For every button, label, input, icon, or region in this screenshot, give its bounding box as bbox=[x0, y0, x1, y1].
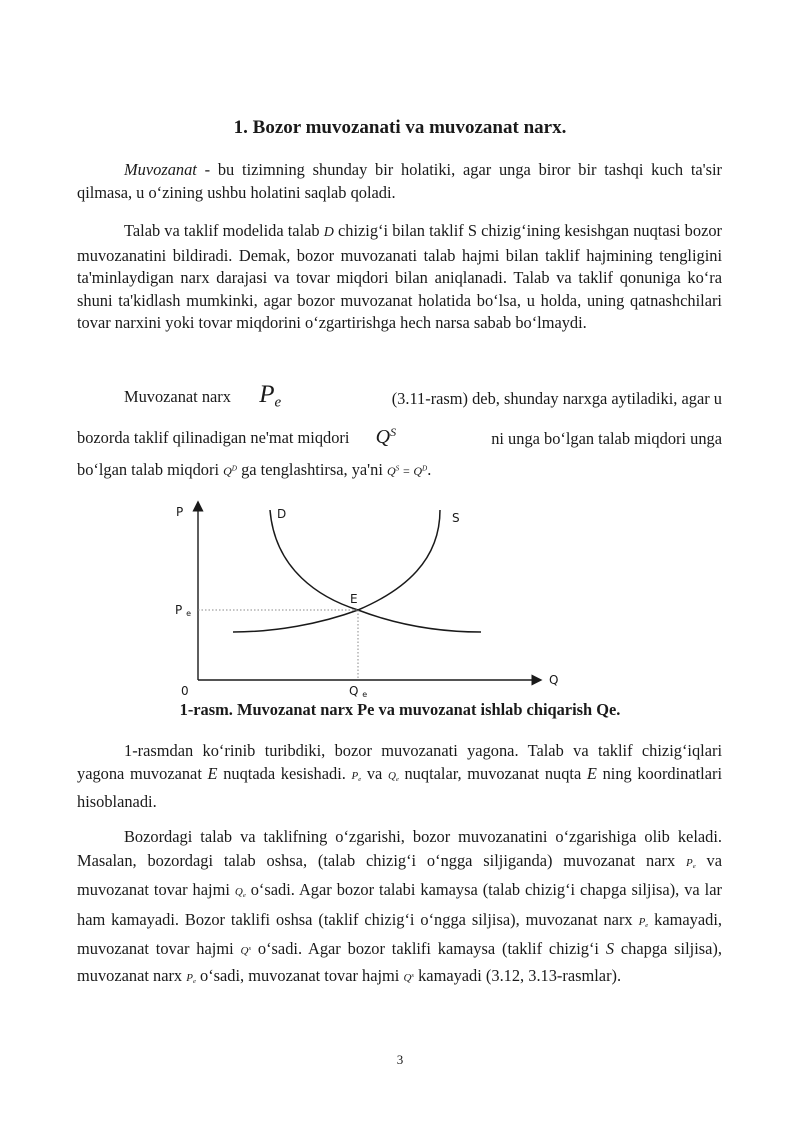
math-base: P bbox=[259, 381, 275, 408]
text-span: bozorda taklif qilinadigan ne'mat miqdori bbox=[77, 428, 350, 448]
figure-caption: 1-rasm. Muvozanat narx Pe va muvozanat ishlab chiqarish Qe. bbox=[179, 700, 621, 719]
origin-label: 0 bbox=[181, 684, 189, 698]
definition-text: - bu tizimning shunday bir holatiki, agar unga biror bir tashqi kuch ta'sir qilmasa, u o‘zining ushbu holatini saqlab qoladi. bbox=[77, 160, 722, 202]
text-span: ni unga bo‘lgan talab miqdori unga bbox=[491, 429, 722, 448]
math-subscript: e bbox=[242, 892, 246, 900]
math-base: P bbox=[186, 971, 193, 984]
section-title: 1. Bozor muvozanati va muvozanat narx. bbox=[233, 117, 567, 138]
math-base: Q bbox=[375, 426, 391, 449]
term-muvozanat: Muvozanat bbox=[124, 160, 197, 179]
text-span: bo‘lgan talab miqdori bbox=[77, 460, 224, 479]
math-base: P bbox=[351, 769, 359, 782]
x-axis-label: Q bbox=[549, 673, 559, 687]
math-subscript: e bbox=[395, 775, 399, 783]
qe-axis-label-text: Q bbox=[349, 684, 359, 698]
text-span: nuqtalar, muvozanat nuqta bbox=[398, 763, 587, 783]
text-span: kamayadi, muvozanat tovar hajmi bbox=[77, 909, 722, 959]
math-subscript: e bbox=[358, 775, 362, 783]
text-span: o‘sadi. Agar bozor taklifi kamaysa (taklif chizig‘i bbox=[251, 939, 606, 959]
math-subscript: e bbox=[192, 977, 196, 985]
text-span: o‘sadi. Agar bozor talabi kamaysa (talab chizig‘i chapga siljisa), va lar ham kamayadi. Bozor taklifi oshsa (taklif chizig‘i o‘ngga siljisa), muvozanat narx bbox=[77, 880, 722, 929]
math-base: Q bbox=[413, 464, 423, 478]
text-span: Talab va taklif modelida talab bbox=[124, 221, 324, 240]
math-e: E bbox=[207, 763, 218, 783]
math-qs bbox=[403, 972, 414, 984]
math-superscript: S bbox=[395, 464, 400, 473]
text-span: 1-rasmdan ko‘rinib turibdiki, bozor muvozanati yagona. Talab va taklif chizig‘iqlari yagona muvozanat bbox=[77, 741, 722, 783]
math-pe bbox=[352, 770, 362, 782]
math-base: Q bbox=[240, 945, 249, 958]
paragraph-equilibrium-point bbox=[77, 740, 722, 814]
math-pe bbox=[686, 857, 696, 869]
text-span: ning koordinatlari hisoblanadi. bbox=[77, 763, 723, 812]
math-base: P bbox=[686, 856, 693, 869]
math-subscript: e bbox=[274, 394, 282, 411]
math-qs bbox=[241, 945, 252, 957]
math-base: P bbox=[638, 915, 646, 928]
math-qe bbox=[235, 886, 246, 898]
supply-curve bbox=[233, 510, 440, 632]
math-d: D bbox=[323, 225, 334, 240]
y-axis-label: P bbox=[176, 505, 184, 519]
math-superscript: D bbox=[422, 464, 428, 473]
text-span: chapga siljisa), muvozanat narx bbox=[77, 939, 722, 985]
math-base: Q bbox=[223, 464, 232, 478]
text-span: . bbox=[427, 460, 432, 479]
math-qe bbox=[388, 770, 399, 782]
chart-label-subscript: e bbox=[362, 690, 368, 699]
math-superscript: s bbox=[411, 971, 414, 979]
equilibrium-label: E bbox=[350, 592, 358, 606]
text-span: Bozordagi talab va taklifning o‘zgarishi, bozor muvozanatini o‘zgarishiga olib keladi. Masalan, bozordagi talab oshsa, (talab chizig‘i o‘ngga siljiganda) muvozanat narx bbox=[77, 827, 722, 870]
text-span: va bbox=[361, 763, 388, 783]
math-base: Q bbox=[403, 971, 412, 984]
qe-axis-label bbox=[349, 684, 367, 699]
math-s: S bbox=[605, 939, 615, 959]
chart-label-subscript: e bbox=[186, 609, 191, 618]
math-subscript: e bbox=[692, 862, 696, 870]
supply-label: S bbox=[452, 511, 460, 525]
math-superscript: s bbox=[248, 945, 252, 953]
page-number: 3 bbox=[396, 1052, 404, 1067]
text-span: Muvozanat narx bbox=[124, 387, 231, 406]
math-e: E bbox=[586, 763, 597, 783]
math-base: Q bbox=[387, 769, 396, 782]
text-span: o‘sadi, muvozanat tovar hajmi bbox=[195, 965, 404, 985]
math-pe bbox=[186, 972, 196, 984]
text-span: nuqtada kesishadi. bbox=[217, 763, 352, 783]
text-span: (3.11-rasm) deb, shunday narxga aytiladiki, agar u bbox=[391, 389, 722, 408]
pe-axis-label bbox=[175, 603, 191, 618]
text-span: kamayadi (3.12, 3.13-rasmlar). bbox=[414, 965, 622, 985]
math-subscript: e bbox=[645, 921, 649, 929]
text-span: va muvozanat tovar hajmi bbox=[77, 850, 722, 900]
math-equals: = bbox=[399, 464, 414, 478]
math-superscript: D bbox=[231, 464, 237, 473]
paragraph-market-changes bbox=[77, 825, 722, 993]
demand-label: D bbox=[277, 507, 287, 521]
math-base: Q bbox=[386, 464, 396, 478]
text-span: chizig‘i bilan taklif S chizig‘ining kesishgan nuqtasi bozor muvozanatini bildiradi. Demak, bozor muvozanati talab hajmi bilan taklif hajmining tengligini ta'minlaydigan narx darajasi va tovar miqdori bilan aniqlanadi. Talab va taklif qonuniga ko‘ra shuni ta'kidlash mumkinki, agar bozor muvozanat holatida bo‘lsa, u holda, uning qatnashchilari tovar narxini yoki tovar miqdorini o‘zgartirishga hech narsa sabab bo‘lmaydi. bbox=[77, 221, 722, 333]
pe-axis-label-text: P bbox=[175, 603, 183, 617]
text-span: ga tenglashtirsa, ya'ni bbox=[237, 460, 387, 479]
math-pe bbox=[639, 916, 649, 928]
math-superscript: S bbox=[390, 425, 397, 439]
demand-curve bbox=[270, 510, 481, 632]
math-base: Q bbox=[234, 886, 243, 899]
